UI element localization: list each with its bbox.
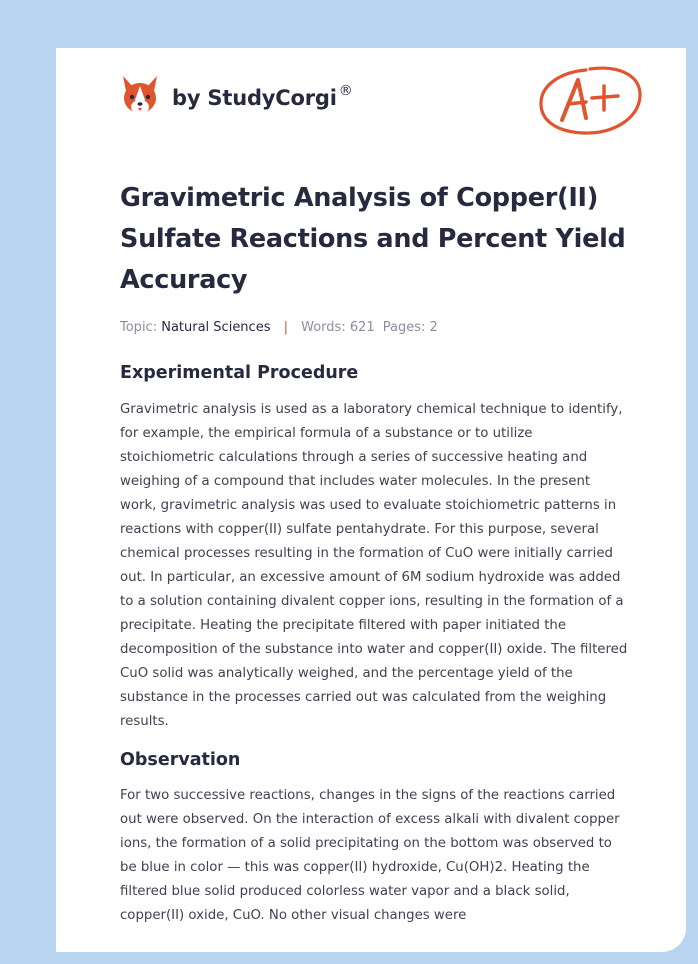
page-header xyxy=(120,74,646,144)
page-count: Pages: 2 xyxy=(382,320,438,335)
topic-link[interactable]: Natural Sciences xyxy=(161,320,271,335)
topic-label: Topic: xyxy=(120,320,158,335)
grade-badge xyxy=(534,60,646,148)
document-meta xyxy=(120,320,630,335)
word-count: Words: 621 xyxy=(301,320,375,335)
section-body-experimental: Gravimetric analysis is used as a laboratory chemical technique to identify, for example, the empirical formula of a substance or to utilize stoichiometric calculations through a series of successive heating and weighing of a compound that includes water molecules. In the present work, gravimetric analysis was used to evaluate stoichiometric patterns in reactions with copper(II) sulfate pentahydrate. For this purpose, several chemical processes resulting in the formation of CuO were initially carried out. In particular, an excessive amount of 6M sodium hydroxide was added to a solution containing divalent copper ions, resulting in the formation of a precipitate. Heating the precipitate filtered with paper initiated the decomposition of the substance into water and copper(II) oxide. The filtered CuO solid was analytically weighed, and the percentage yield of the substance in the processes carried out was calculated from the weighing results. xyxy=(120,402,628,729)
document-content xyxy=(120,178,630,928)
section-body-observation: For two successive reactions, changes in the signs of the reactions carried out were observed. On the interaction of excess alkali with divalent copper ions, the formation of a solid precipitating on the bottom was observed to be blue in color — this was copper(II) hydroxide, Cu(OH)2. Heating the filtered blue solid produced colorless water vapor and a black solid, copper(II) oxide, CuO. No other visual changes were xyxy=(120,788,620,923)
document-page xyxy=(56,48,686,952)
trademark: ® xyxy=(338,82,353,99)
brand-name: by StudyCorgi ® xyxy=(172,82,353,110)
a-plus-icon xyxy=(534,60,646,144)
document-title: Gravimetric Analysis of Copper(II) Sulfate Reactions and Percent Yield Accuracy xyxy=(120,183,626,295)
studycorgi-logo[interactable] xyxy=(120,74,353,118)
section-heading-experimental: Experimental Procedure xyxy=(120,363,359,383)
corgi-icon xyxy=(120,74,160,118)
meta-separator: | xyxy=(283,320,288,335)
section-heading-observation: Observation xyxy=(120,750,241,770)
